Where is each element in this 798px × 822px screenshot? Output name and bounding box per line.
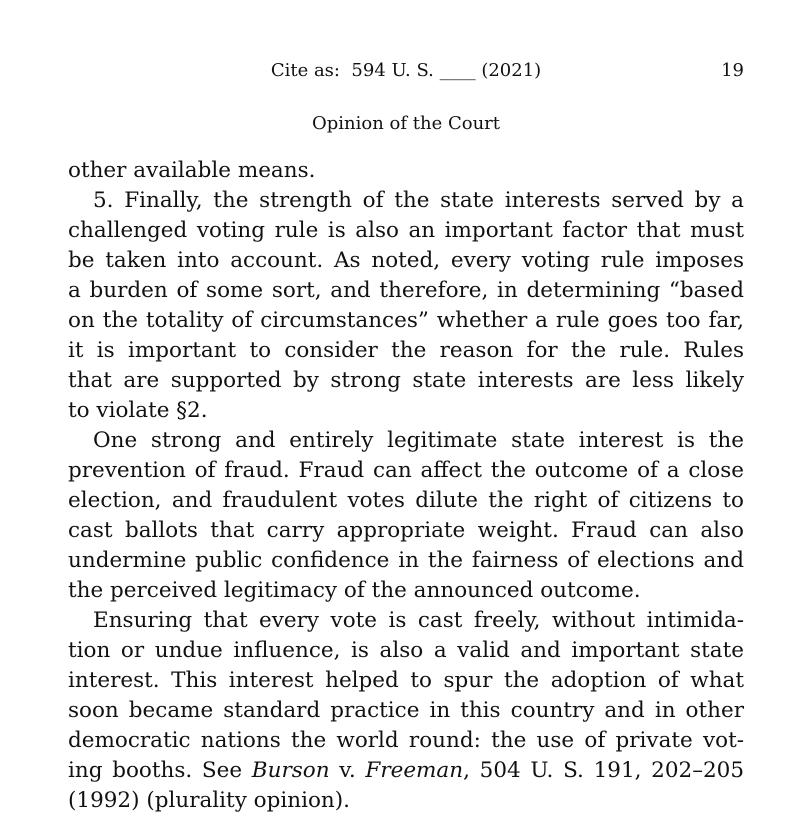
- case-name-freeman: Freeman: [365, 758, 464, 783]
- citation-lead-text: ing booths. See: [68, 758, 252, 783]
- text-line: to violate §2.: [68, 398, 208, 423]
- text-line: tion or undue influence, is also a valid and important state: [68, 638, 744, 663]
- citation-header: Cite as: 594 U. S. ____ (2021): [270, 60, 542, 81]
- paragraph-fraud-prevention: [68, 426, 744, 606]
- citation-text-line: [68, 756, 744, 786]
- text-line: challenged voting rule is also an important factor that must: [68, 218, 744, 243]
- paragraph-continuation: [68, 156, 744, 186]
- versus-text: v.: [329, 758, 366, 783]
- opinion-subtitle: Opinion of the Court: [312, 113, 500, 134]
- paragraph-free-voting: [68, 606, 744, 816]
- citation-reporter-text: , 504 U. S. 191, 202–205: [463, 758, 744, 783]
- text-line: other available means.: [68, 158, 316, 183]
- text-line: Ensuring that every vote is cast freely, without intimida-: [93, 608, 744, 633]
- text-line: soon became standard practice in this country and in other: [68, 698, 744, 723]
- text-line: prevention of fraud. Fraud can affect the outcome of a close: [68, 458, 744, 483]
- text-line: it is important to consider the reason for the rule. Rules: [68, 338, 744, 363]
- text-line: cast ballots that carry appropriate weight. Fraud can also: [68, 518, 744, 543]
- page-number: 19: [721, 60, 744, 81]
- text-line: undermine public confidence in the fairness of elections and: [68, 548, 744, 573]
- text-line: on the totality of circumstances” whether a rule goes too far,: [68, 308, 744, 333]
- running-header: [68, 58, 744, 84]
- text-line: that are supported by strong state interests are less likely: [68, 368, 744, 393]
- text-line: democratic nations the world round: the use of private vot-: [68, 728, 744, 753]
- text-line: election, and fraudulent votes dilute the right of citizens to: [68, 488, 744, 513]
- text-line: interest. This interest helped to spur the adoption of what: [68, 668, 744, 693]
- paragraph-state-interests: [68, 186, 744, 426]
- case-name-burson: Burson: [251, 758, 330, 783]
- text-line: the perceived legitimacy of the announced outcome.: [68, 578, 641, 603]
- opinion-body: [68, 156, 744, 816]
- text-line: a burden of some sort, and therefore, in determining “based: [68, 278, 744, 303]
- text-line: (1992) (plurality opinion).: [68, 788, 350, 813]
- text-line: be taken into account. As noted, every voting rule imposes: [68, 248, 744, 273]
- text-line: 5. Finally, the strength of the state interests served by a: [93, 188, 744, 213]
- text-line: One strong and entirely legitimate state interest is the: [93, 428, 744, 453]
